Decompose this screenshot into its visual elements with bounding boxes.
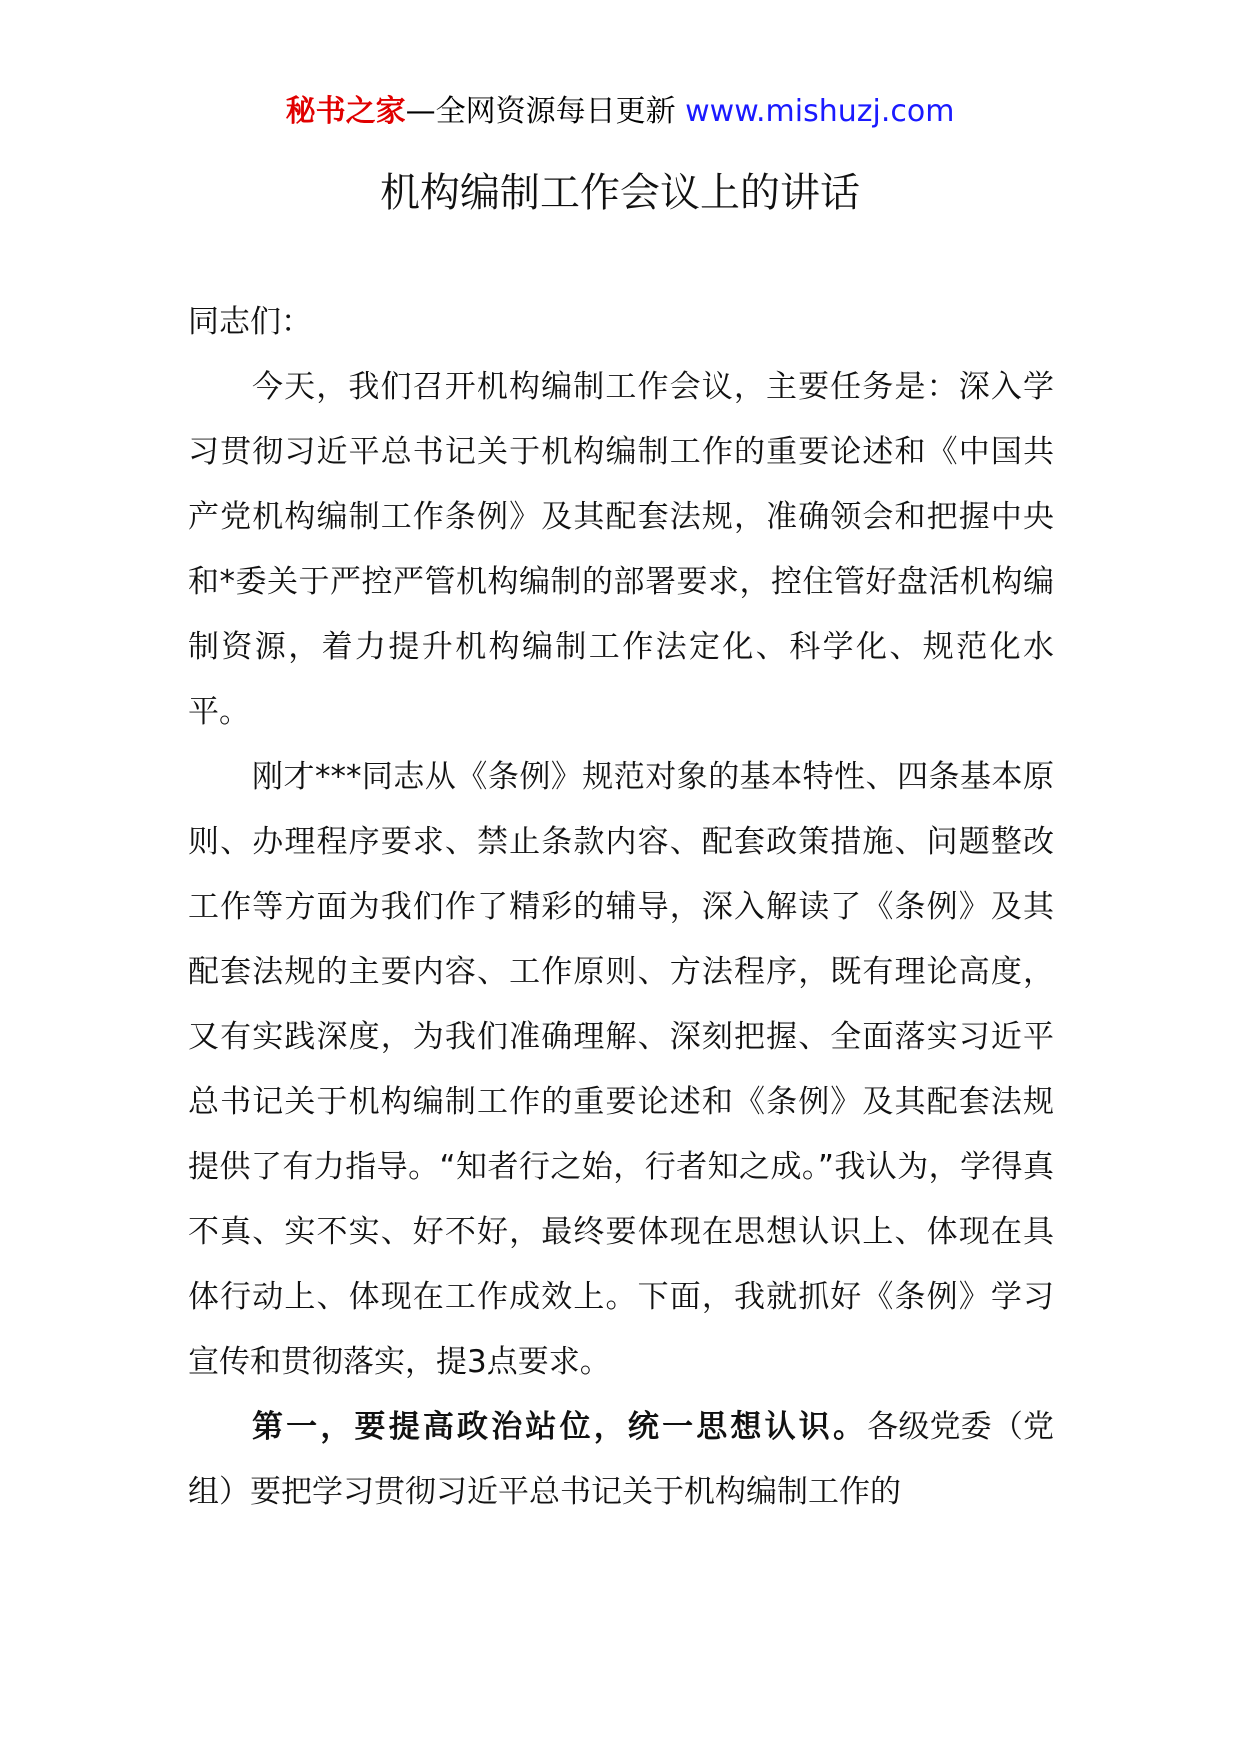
document-body	[188, 290, 1054, 1525]
header-slogan: 全网资源每日更新	[435, 94, 676, 129]
site-url-link[interactable]: www.mishuzj.com	[685, 94, 955, 129]
point-1-heading: 第一，要提高政治站位，统一思想认识。	[252, 1409, 868, 1445]
paragraph-review: 刚才***同志从《条例》规范对象的基本特性、四条基本原则、办理程序要求、禁止条款内容、配套政策措施、问题整改工作等方面为我们作了精彩的辅导，深入解读了《条例》及其配套法规的主要内容、工作原则、方法程序，既有理论高度，又有实践深度，为我们准确理解、深刻把握、全面落实习近平总书记关于机构编制工作的重要论述和《条例》及其配套法规提供了有力指导。“知者行之始，行者知之成。”我认为，学得真不真、实不实、好不好，最终要体现在思想认识上、体现在具体行动上、体现在工作成效上。下面，我就抓好《条例》学习宣传和贯彻落实，提3点要求。	[188, 759, 1054, 1380]
paragraph-point-1	[188, 1395, 1054, 1525]
header-separator: —	[405, 94, 436, 129]
brand-name: 秘书之家	[285, 94, 406, 129]
salutation: 同志们：	[188, 304, 312, 340]
document-title: 机构编制工作会议上的讲话	[380, 170, 860, 216]
point-1-text: 各级党委（党组）要把学习贯彻习近平总书记关于机构编制工作的	[188, 1409, 1055, 1510]
site-header	[0, 92, 1240, 132]
paragraph-intro: 今天，我们召开机构编制工作会议，主要任务是：深入学习贯彻习近平总书记关于机构编制工作的重要论述和《中国共产党机构编制工作条例》及其配套法规，准确领会和把握中央和*委关于严控严管机构编制的部署要求，控住管好盘活机构编制资源，着力提升机构编制工作法定化、科学化、规范化水平。	[188, 369, 1054, 730]
